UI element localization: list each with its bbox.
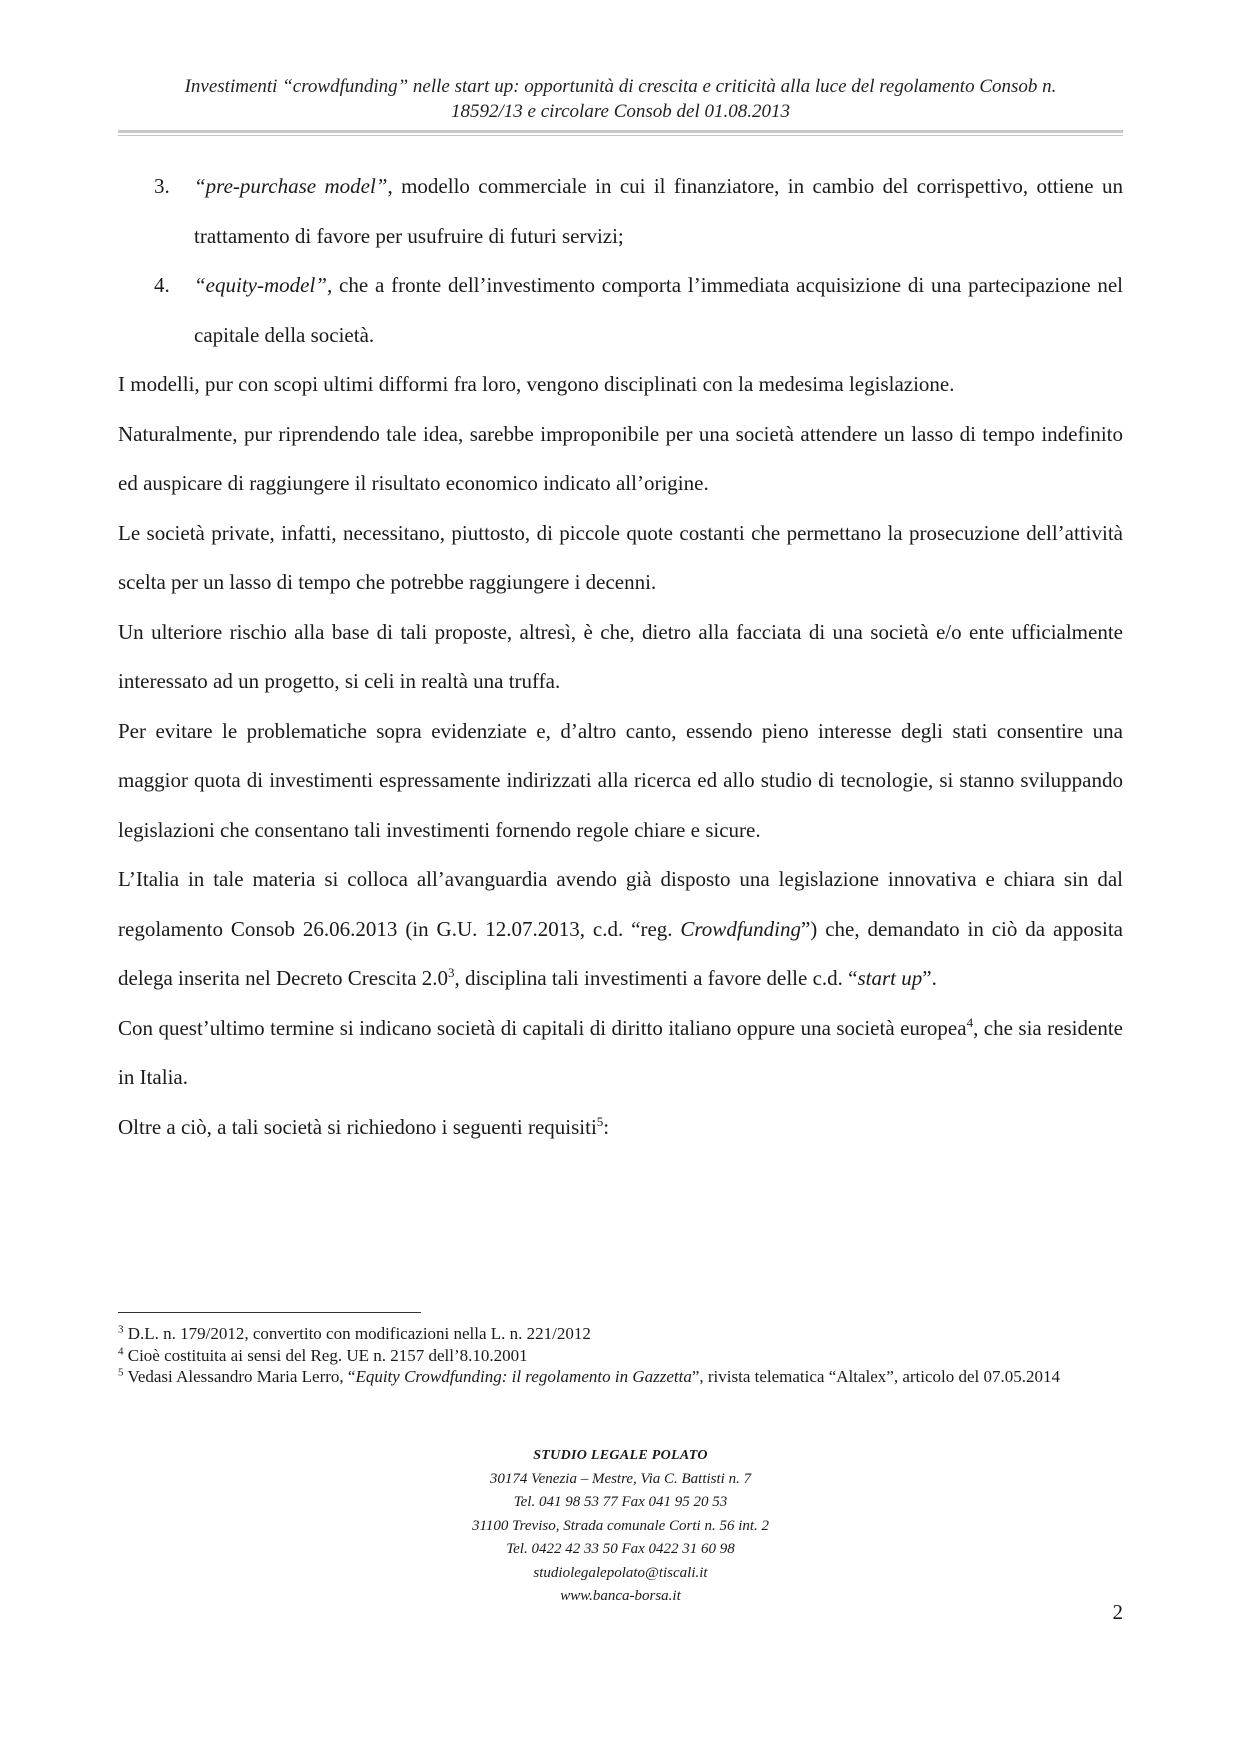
paragraph-text: : xyxy=(603,1114,610,1139)
footnote xyxy=(118,1345,1123,1367)
footer-email[interactable]: studiolegalepolato@tiscali.it xyxy=(533,1564,708,1581)
list-item-number: 4. xyxy=(154,273,170,297)
paragraph: Per evitare le problematiche sopra evidenziate e, d’altro canto, essendo pieno interesse degli stati consentire una maggior quota di investimenti espressamente indirizzati alla ricerca ed allo studio di tecnologie, si stanno sviluppando legislazioni che consentano tali investimenti fornendo regole chiare e sicure. xyxy=(118,718,1123,842)
footer-website[interactable]: www.banca-borsa.it xyxy=(560,1588,681,1604)
paragraph-text: , che sia residente in Italia. xyxy=(118,1015,1123,1089)
paragraph xyxy=(118,855,1123,1004)
footnote-separator xyxy=(118,1312,421,1313)
footnote-ref[interactable]: 5 xyxy=(596,1113,604,1129)
header-line-1: Investimenti “crowdfunding” nelle start up: opportunità di crescita e criticità alla luce del regolamento Consob n. xyxy=(184,76,1057,97)
footnote xyxy=(118,1323,1123,1345)
footnote-text: D.L. n. 179/2012, convertito con modificazioni nella L. n. 221/2012 xyxy=(123,1324,591,1343)
paragraph-text: ”. xyxy=(922,966,937,990)
paragraph-text: , disciplina tali investimenti a favore delle c.d. “ xyxy=(454,966,858,990)
header-rule xyxy=(118,130,1123,136)
list-item-number: 3. xyxy=(154,174,170,198)
paragraph-text: Oltre a ciò, a tali società si richiedono i seguenti requisiti xyxy=(118,1114,597,1139)
paragraph-text: ”) che, demandato in ciò da apposita delega inserita nel Decreto Crescita 2.0 xyxy=(118,916,1123,990)
list-item xyxy=(118,261,1123,360)
main-text xyxy=(118,162,1123,1152)
footnote-text: Cioè costituita ai sensi del Reg. UE n. 2157 dell’8.10.2001 xyxy=(123,1345,528,1365)
paragraph xyxy=(118,1103,1123,1153)
footer-phone-venezia: Tel. 041 98 53 77 Fax 041 95 20 53 xyxy=(513,1494,728,1510)
list-item-term: “equity-model” xyxy=(194,273,327,297)
page-number: 2 xyxy=(1112,1600,1123,1624)
footnote-number: 3 xyxy=(118,1323,124,1336)
list-item-text: , che a fronte dell’investimento comporta l’immediata acquisizione di una partecipazione nel capitale della società. xyxy=(194,273,1123,347)
footnote-ref[interactable]: 3 xyxy=(448,965,455,980)
paragraph: Le società private, infatti, necessitano, piuttosto, di piccole quote costanti che permettano la prosecuzione dell’attività scelta per un lasso di tempo che potrebbe raggiungere i decenni. xyxy=(118,520,1123,594)
paragraph-italic: Crowdfunding xyxy=(680,916,801,941)
list-item-term: “pre-purchase model” xyxy=(194,174,388,198)
footer-phone-treviso: Tel. 0422 42 33 50 Fax 0422 31 60 98 xyxy=(506,1541,735,1557)
paragraph: I modelli, pur con scopi ultimi difformi fra loro, vengono disciplinati con la medesima legislazione. xyxy=(118,372,955,396)
footnote-number: 4 xyxy=(118,1344,124,1357)
paragraph-text: Con quest’ultimo termine si indicano società di capitali di diritto italiano oppure una società europea xyxy=(118,1015,967,1040)
firm-name: STUDIO LEGALE POLATO xyxy=(533,1448,708,1463)
footnotes xyxy=(118,1323,1123,1388)
header-line-2: 18592/13 e circolare Consob del 01.08.2013 xyxy=(451,101,790,122)
paragraph: Un ulteriore rischio alla base di tali proposte, altresì, è che, dietro alla facciata di una società e/o ente ufficialmente interessato ad un progetto, si celi in realtà una truffa. xyxy=(118,619,1123,693)
footnote-text: ”, rivista telematica “Altalex”, articolo del 07.05.2014 xyxy=(691,1367,1061,1386)
page-footer xyxy=(118,1444,1123,1609)
footnote xyxy=(118,1366,1123,1388)
footnote-number: 5 xyxy=(118,1366,124,1379)
running-header xyxy=(118,74,1123,124)
paragraph-text: L’Italia in tale materia si colloca all’avanguardia avendo già disposto una legislazione innovativa e chiara sin dal regolamento Consob 26.06.2013 (in G.U. 12.07.2013, c.d. “reg. xyxy=(118,867,1123,941)
list-item-text: , modello commerciale in cui il finanziatore, in cambio del corrispettivo, ottiene un trattamento di favore per usufruire di futuri servizi; xyxy=(194,174,1123,248)
paragraph-italic: start up xyxy=(857,966,923,990)
footer-address-treviso: 31100 Treviso, Strada comunale Corti n. 56 int. 2 xyxy=(471,1517,770,1534)
list-item xyxy=(118,162,1123,261)
footnote-ref[interactable]: 4 xyxy=(966,1014,974,1030)
paragraph xyxy=(118,1004,1123,1103)
footnote-text: Vedasi Alessandro Maria Lerro, “ xyxy=(123,1367,356,1386)
footer-address-venezia: 30174 Venezia – Mestre, Via C. Battisti n. 7 xyxy=(489,1470,752,1487)
footnote-italic: Equity Crowdfunding: il regolamento in Gazzetta xyxy=(355,1367,692,1386)
paragraph: Naturalmente, pur riprendendo tale idea, sarebbe improponibile per una società attendere un lasso di tempo indefinito ed auspicare di raggiungere il risultato economico indicato all’origine. xyxy=(118,421,1123,495)
